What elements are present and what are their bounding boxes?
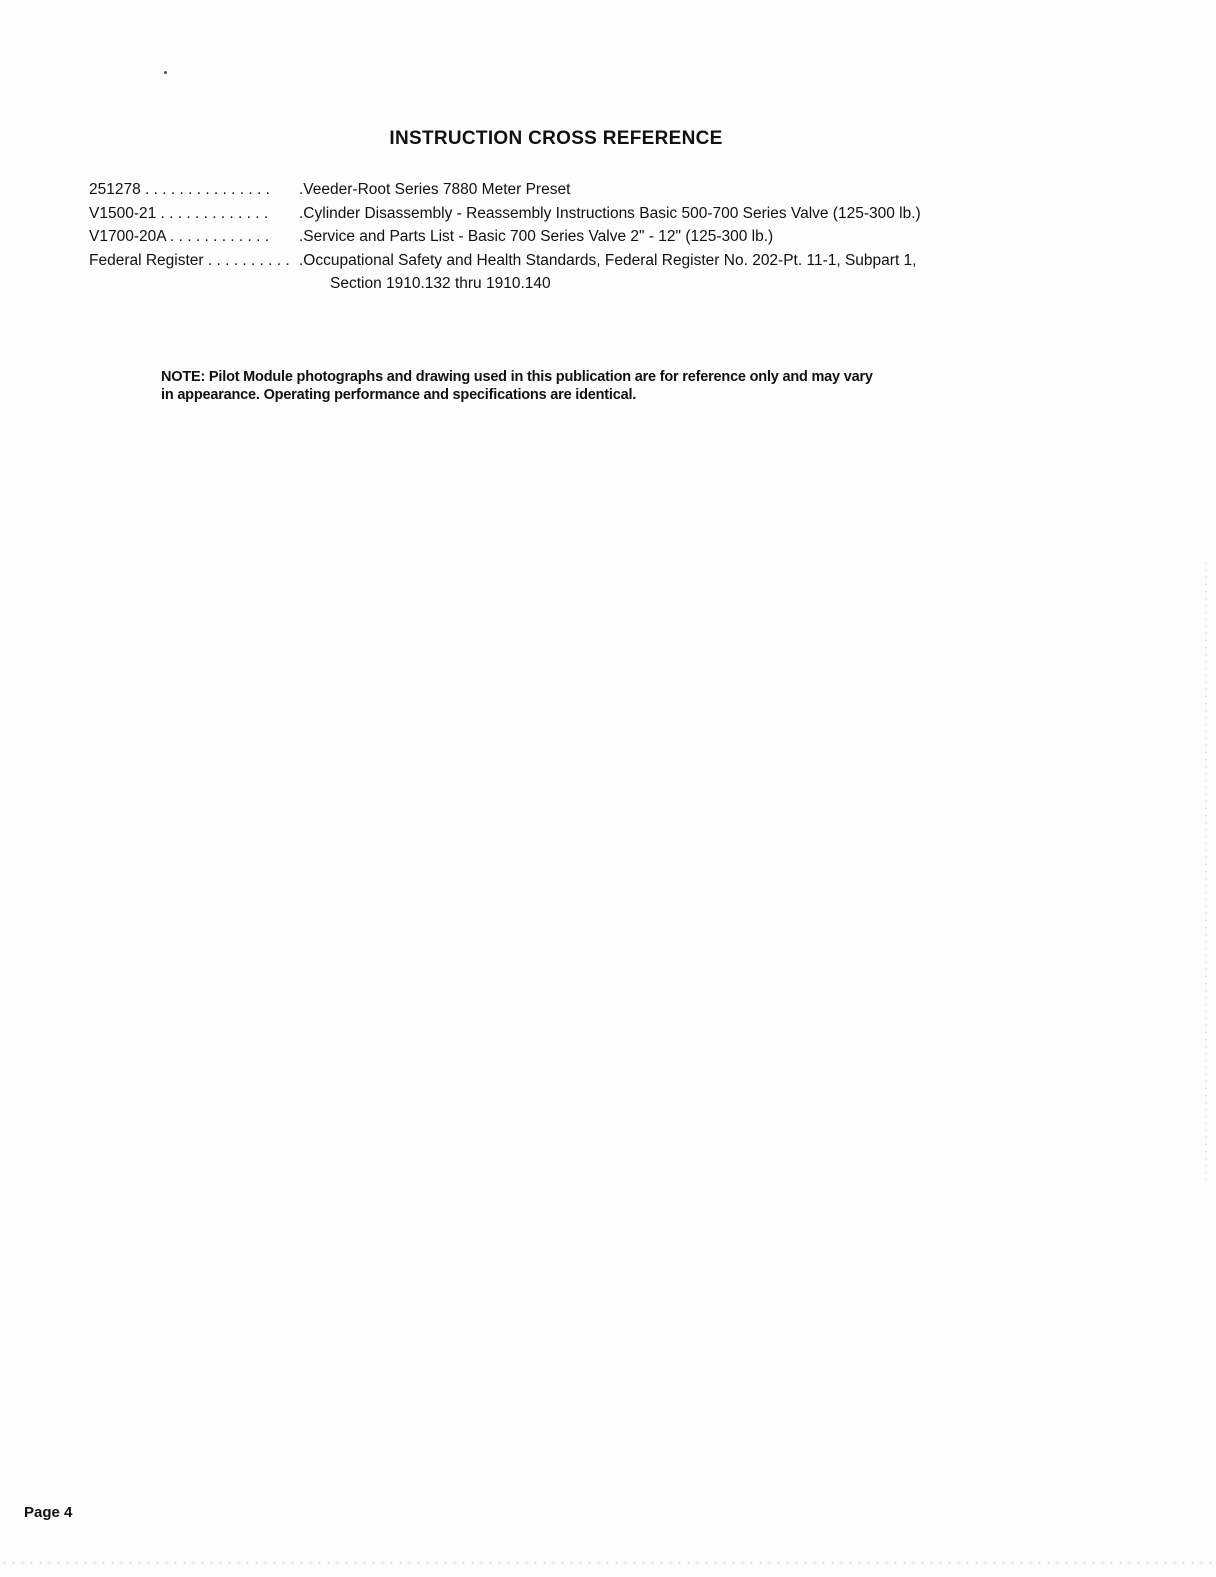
cross-reference-row (89, 178, 1039, 202)
note-line: NOTE: Pilot Module photographs and drawing used in this publication are for reference only and may vary (161, 369, 873, 385)
publication-note (161, 368, 1021, 404)
reference-description: .Veeder-Root Series 7880 Meter Preset (299, 181, 571, 198)
note-line: in appearance. Operating performance and specifications are identical. (161, 387, 637, 403)
reference-description-continuation: Section 1910.132 thru 1910.140 (330, 275, 551, 292)
scan-speck (164, 71, 167, 74)
scan-edge-artifact (1205, 560, 1207, 1180)
page-number: Page 4 (24, 1504, 73, 1521)
reference-code: V1700-20A . . . . . . . . . . . . (89, 228, 270, 245)
cross-reference-list (89, 178, 1039, 296)
reference-description: .Cylinder Disassembly - Reassembly Instructions Basic 500-700 Series Valve (125-300 lb.) (299, 204, 921, 222)
scan-bottom-artifact (0, 1562, 1216, 1564)
cross-reference-row (89, 202, 1039, 226)
page-title: INSTRUCTION CROSS REFERENCE (389, 128, 723, 149)
reference-description: .Service and Parts List - Basic 700 Series Valve 2" - 12" (125-300 lb.) (299, 228, 774, 245)
cross-reference-row (89, 225, 1039, 249)
reference-description: .Occupational Safety and Health Standards, Federal Register No. 202-Pt. 11-1, Subpart 1, (299, 251, 917, 269)
reference-code: Federal Register . . . . . . . . . . (89, 251, 290, 269)
reference-code: V1500-21 . . . . . . . . . . . . . (89, 204, 269, 222)
reference-code: 251278 . . . . . . . . . . . . . . . (89, 181, 270, 198)
cross-reference-row (89, 249, 1039, 273)
